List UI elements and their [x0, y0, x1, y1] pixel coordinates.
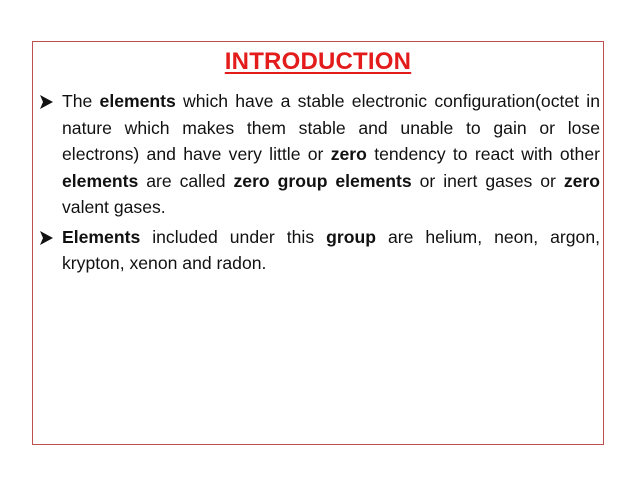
bullet-item-members	[40, 224, 600, 277]
bullet-text	[62, 227, 600, 274]
text-segment: are called	[138, 170, 234, 191]
bold-term: elements	[62, 170, 139, 191]
bullet-text	[62, 91, 600, 217]
text-segment: are helium, neon, argon, krypton, xenon and radon.	[62, 226, 600, 273]
bullet-list	[40, 88, 600, 280]
bold-term: zero	[563, 170, 601, 191]
text-segment: valent gases.	[62, 197, 166, 217]
bold-term: zero	[330, 144, 367, 164]
bold-term: group	[326, 226, 376, 247]
text-segment: or inert gases or	[411, 170, 564, 191]
text-segment: tendency to react with other	[366, 144, 600, 164]
arrow-bullet-icon	[40, 95, 53, 109]
text-segment: included under this	[140, 226, 327, 247]
text-segment: The	[62, 91, 100, 111]
arrow-bullet-icon	[40, 231, 53, 245]
bold-term: elements	[99, 91, 176, 111]
slide-title: INTRODUCTION	[224, 48, 412, 75]
bold-term: zero group elements	[233, 170, 412, 191]
bullet-item-definition	[40, 88, 600, 221]
text-segment: which have a stable electronic configuration(octet in nature which makes them stable and unable to gain or lose electrons) and have very little or	[62, 91, 600, 164]
bold-term: Elements	[62, 226, 141, 247]
